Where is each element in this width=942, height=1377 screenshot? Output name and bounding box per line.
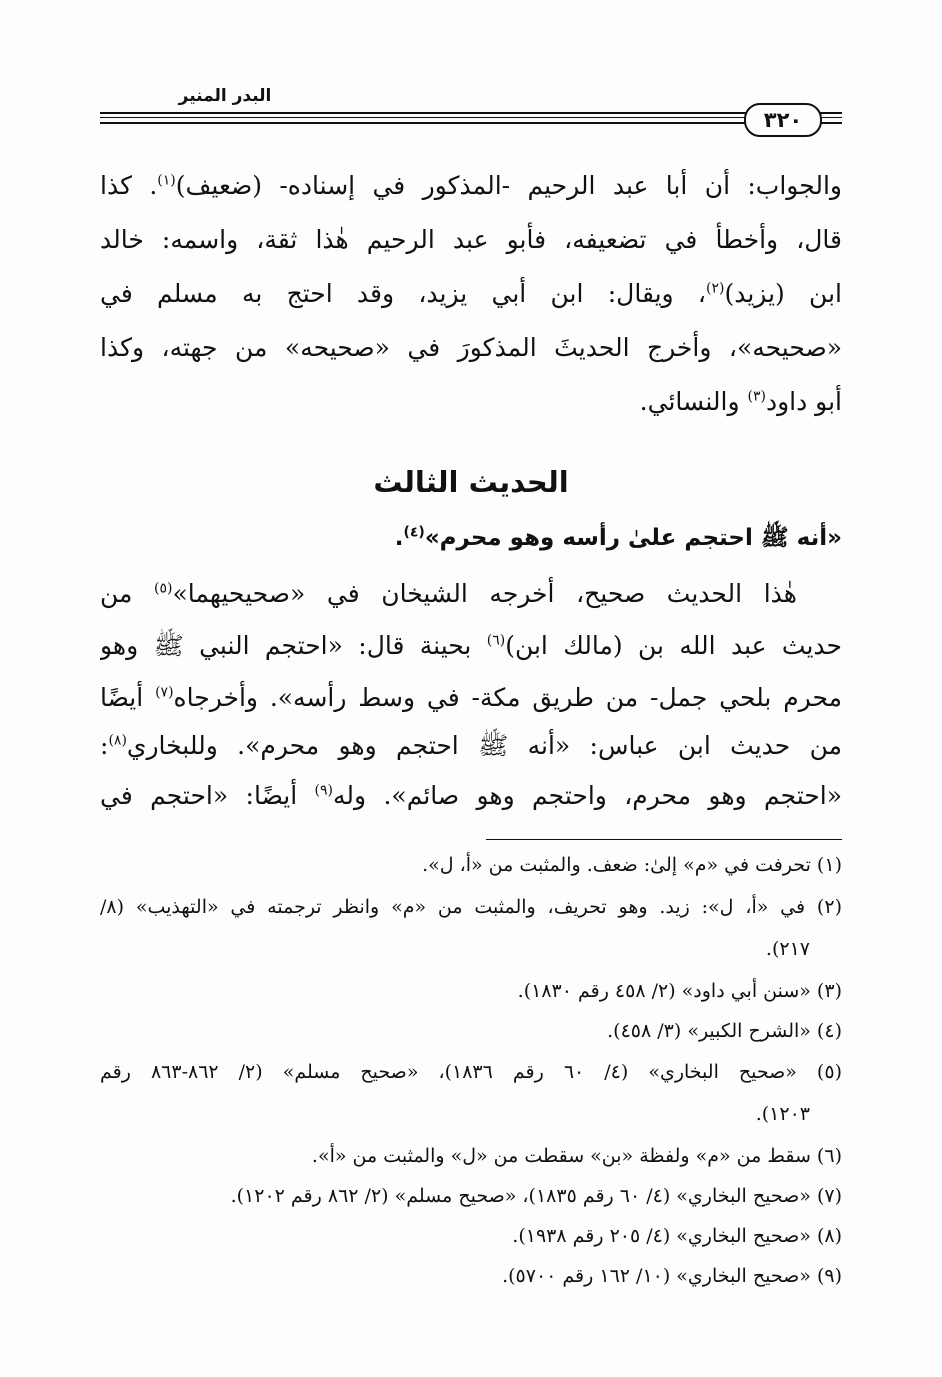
paragraph2-line-5 <box>100 772 842 820</box>
paragraph1-line-3 <box>100 270 842 318</box>
footnote-ref: (١) <box>157 172 176 189</box>
footnote-ref: (٧) <box>155 684 174 701</box>
footnote-2-continued: ٢١٧). <box>765 938 810 960</box>
footnote-ref: (٤) <box>403 524 425 541</box>
line-tail: . كذا <box>100 171 158 200</box>
hadith-quote: «أنه ﷺ احتجم علىٰ رأسه وهو محرم» <box>424 525 842 551</box>
footnote-5-continued: ١٢٠٣). <box>755 1103 810 1125</box>
line-text: هٰذا الحديث صحيح، أخرجه الشيخان في «صحيحيهما» <box>172 579 797 608</box>
line-text: «صحيحه»، وأخرج الحديثَ المذكورَ في «صحيحه» من جهته، وكذا <box>100 333 842 362</box>
paragraph2-line-3 <box>100 674 842 722</box>
footnote-4: (٤) «الشرح الكبير» (٣/ ٤٥٨). <box>607 1020 842 1042</box>
line-tail: من <box>100 579 155 608</box>
line-tail: أيضًا <box>100 683 156 712</box>
footnote-2: (٢) في «أ، ل»: زيد. وهو تحريف، والمثبت من «م» وانظر ترجمته في «التهذيب» (٨/ <box>100 896 842 918</box>
footnote-ref: (٦) <box>486 632 506 649</box>
paragraph2-line-4 <box>100 722 842 770</box>
line-text: أبو داود <box>765 387 842 416</box>
section-heading: الحديث الثالث <box>373 465 569 499</box>
footnote-ref: (٥) <box>154 580 173 597</box>
line-text: والجواب: أن أبا عبد الرحيم -المذكور في إسناده- (ضعيف) <box>175 171 842 200</box>
line-tail: أيضًا: «احتجم في <box>100 781 315 810</box>
line-tail: بحينة قال: «احتجم النبي ﷺ وهو <box>100 631 487 660</box>
footnote-9: (٩) «صحيح البخاري» (١٠/ ١٦٢ رقم ٥٧٠٠). <box>502 1265 842 1287</box>
paragraph2-line-2 <box>100 622 842 670</box>
paragraph1-line-4 <box>100 324 842 372</box>
footnote-ref: (٩) <box>314 782 333 799</box>
header-rule-bottom <box>100 122 842 124</box>
line-tail: والنسائي. <box>639 387 748 416</box>
footnote-6: (٦) سقط من «م» ولفظة «بن» سقطت من «ل» والمثبت من «أ». <box>311 1145 842 1167</box>
line-tail: ، ويقال: ابن أبي يزيد، وقد احتج به مسلم في <box>100 279 706 308</box>
paragraph1-line-2 <box>100 216 842 264</box>
hadith-text <box>100 514 842 562</box>
line-text: حديث عبد الله بن (مالك ابن) <box>505 631 842 660</box>
line-text: قال، وأخطأ في تضعيفه، فأبو عبد الرحيم هٰذا ثقة، واسمه: خالد <box>100 225 842 254</box>
paragraph2-line-1 <box>100 570 842 618</box>
header-rule-top <box>100 112 842 114</box>
footnote-8: (٨) «صحيح البخاري» (٤/ ٢٠٥ رقم ١٩٣٨). <box>512 1225 842 1247</box>
footnote-5: (٥) «صحيح البخاري» (٤/ ٦٠ رقم ١٨٣٦)، «صحيح مسلم» (٢/ ٨٦٢-٨٦٣ رقم <box>100 1061 842 1083</box>
footnote-ref: (٣) <box>747 388 766 405</box>
page-number: ٣٢٠ <box>744 103 822 137</box>
footnote-separator <box>486 839 842 840</box>
line-text: «احتجم وهو محرم، واحتجم وهو صائم». وله <box>333 781 842 810</box>
running-title: البدر المنير <box>178 86 272 106</box>
paragraph1-line-1 <box>100 162 842 210</box>
line-text: من حديث ابن عباس: «أنه ﷺ احتجم وهو محرم». وللبخاري <box>126 731 842 760</box>
line-text: محرم بلحي جمل- من طريق مكة- في وسط رأسه». وأخرجاه <box>173 683 842 712</box>
header-rule-middle <box>100 117 842 118</box>
line-tail: . <box>394 525 404 551</box>
footnote-1: (١) تحرفت في «م» إلىٰ: ضعف. والمثبت من «أ، ل». <box>422 854 842 876</box>
footnote-7: (٧) «صحيح البخاري» (٤/ ٦٠ رقم ١٨٣٥)، «صحيح مسلم» (٢/ ٨٦٢ رقم ١٢٠٢). <box>230 1185 842 1207</box>
paragraph1-line-5 <box>100 378 842 426</box>
line-text: ابن (يزيد) <box>724 279 842 308</box>
footnote-ref: (٢) <box>705 280 725 297</box>
footnote-ref: (٨) <box>108 732 127 749</box>
footnote-3: (٣) «سنن أبي داود» (٢/ ٤٥٨ رقم ١٨٣٠). <box>517 980 842 1002</box>
line-tail: : <box>100 731 109 760</box>
